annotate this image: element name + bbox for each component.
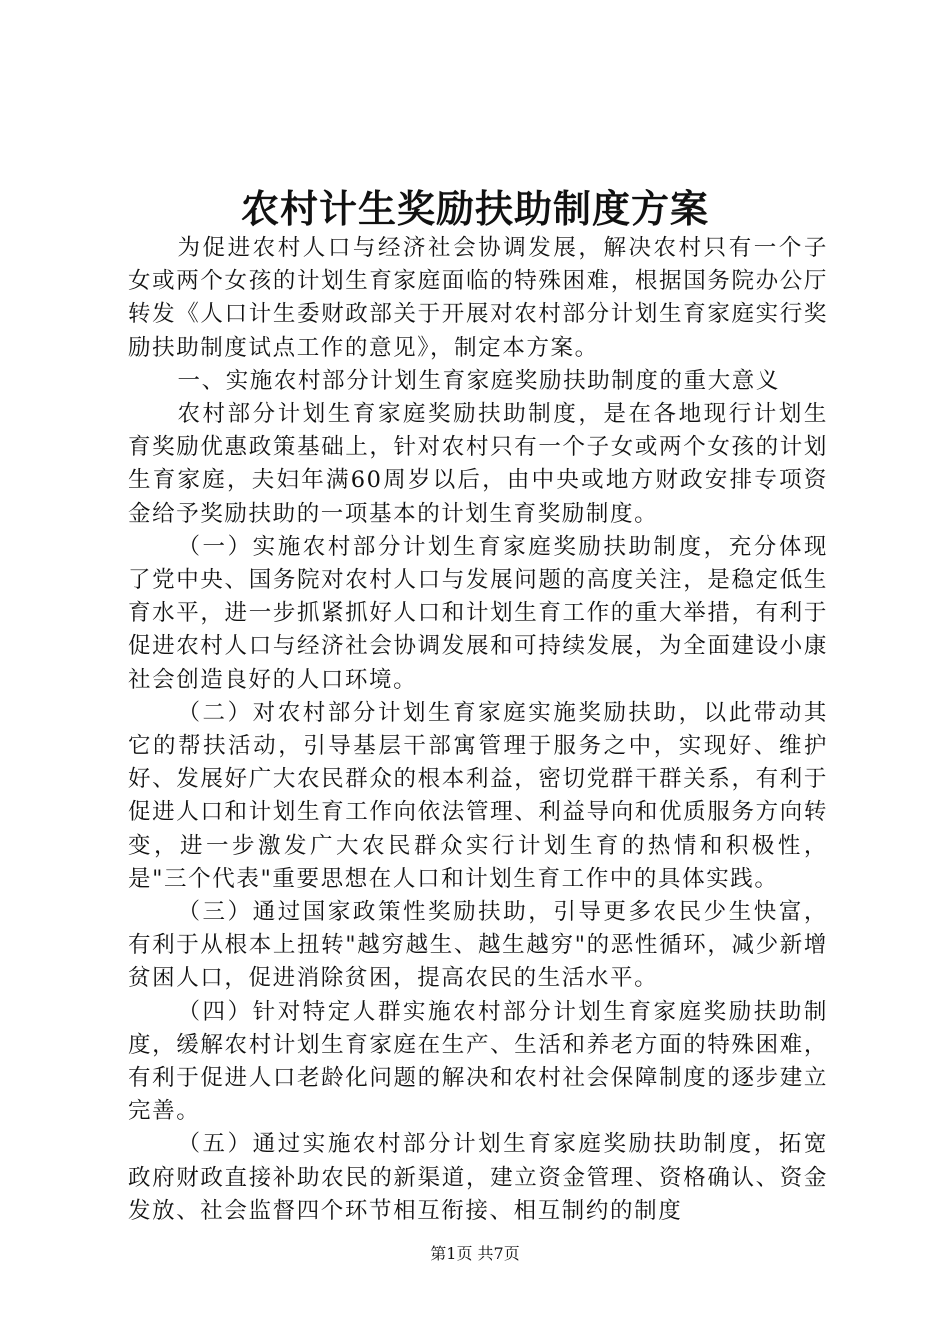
paragraph-point-5: （五）通过实施农村部分计划生育家庭奖励扶助制度，拓宽政府财政直接补助农民的新渠道，建立资金管理、资格确认、资金发放、社会监督四个环节相互衔接、相互制约的制度 [128, 1131, 828, 1224]
paragraph-point-2: （二）对农村部分计划生育家庭实施奖励扶助，以此带动其它的帮扶活动，引导基层干部寓管理于服务之中，实现好、维护好、发展好广大农民群众的根本利益，密切党群干群关系，有利于促进人口和计划生育工作向依法管理、利益导向和优质服务方向转变，进一步激发广大农民群众实行计划生育的热情和积极性，是"三个代表"重要思想在人口和计划生育工作中的具体实践。 [128, 699, 828, 892]
paragraph-point-3: （三）通过国家政策性奖励扶助，引导更多农民少生快富，有利于从根本上扭转"越穷越生、越生越穷"的恶性循环，减少新增贫困人口，促进消除贫困，提高农民的生活水平。 [128, 899, 828, 992]
section-heading-1: 一、实施农村部分计划生育家庭奖励扶助制度的重大意义 [177, 367, 781, 394]
document-title: 农村计生奖励扶助制度方案 [240, 186, 709, 231]
paragraph-definition: 农村部分计划生育家庭奖励扶助制度，是在各地现行计划生育奖励优惠政策基础上，针对农村只有一个子女或两个女孩的计划生育家庭，夫妇年满60周岁以后，由中央或地方财政安排专项资金给予奖励扶助的一项基本的计划生育奖励制度。 [128, 401, 828, 527]
paragraph-point-1: （一）实施农村部分计划生育家庭奖励扶助制度，充分体现了党中央、国务院对农村人口与发展问题的高度关注，是稳定低生育水平，进一步抓紧抓好人口和计划生育工作的重大举措，有利于促进农村人口与经济社会协调发展和可持续发展，为全面建设小康社会创造良好的人口环境。 [128, 533, 828, 693]
page-number: 第1页 共7页 [430, 1244, 520, 1263]
paragraph-point-4: （四）针对特定人群实施农村部分计划生育家庭奖励扶助制度，缓解农村计划生育家庭在生产、生活和养老方面的特殊困难，有利于促进人口老龄化问题的解决和农村社会保障制度的逐步建立完善。 [128, 998, 828, 1125]
document-body [128, 232, 828, 1228]
paragraph-intro: 为促进农村人口与经济社会协调发展，解决农村只有一个子女或两个女孩的计划生育家庭面临的特殊困难，根据国务院办公厅转发《人口计生委财政部关于开展对农村部分计划生育家庭实行奖励扶助制度试点工作的意见》，制定本方案。 [128, 235, 828, 361]
